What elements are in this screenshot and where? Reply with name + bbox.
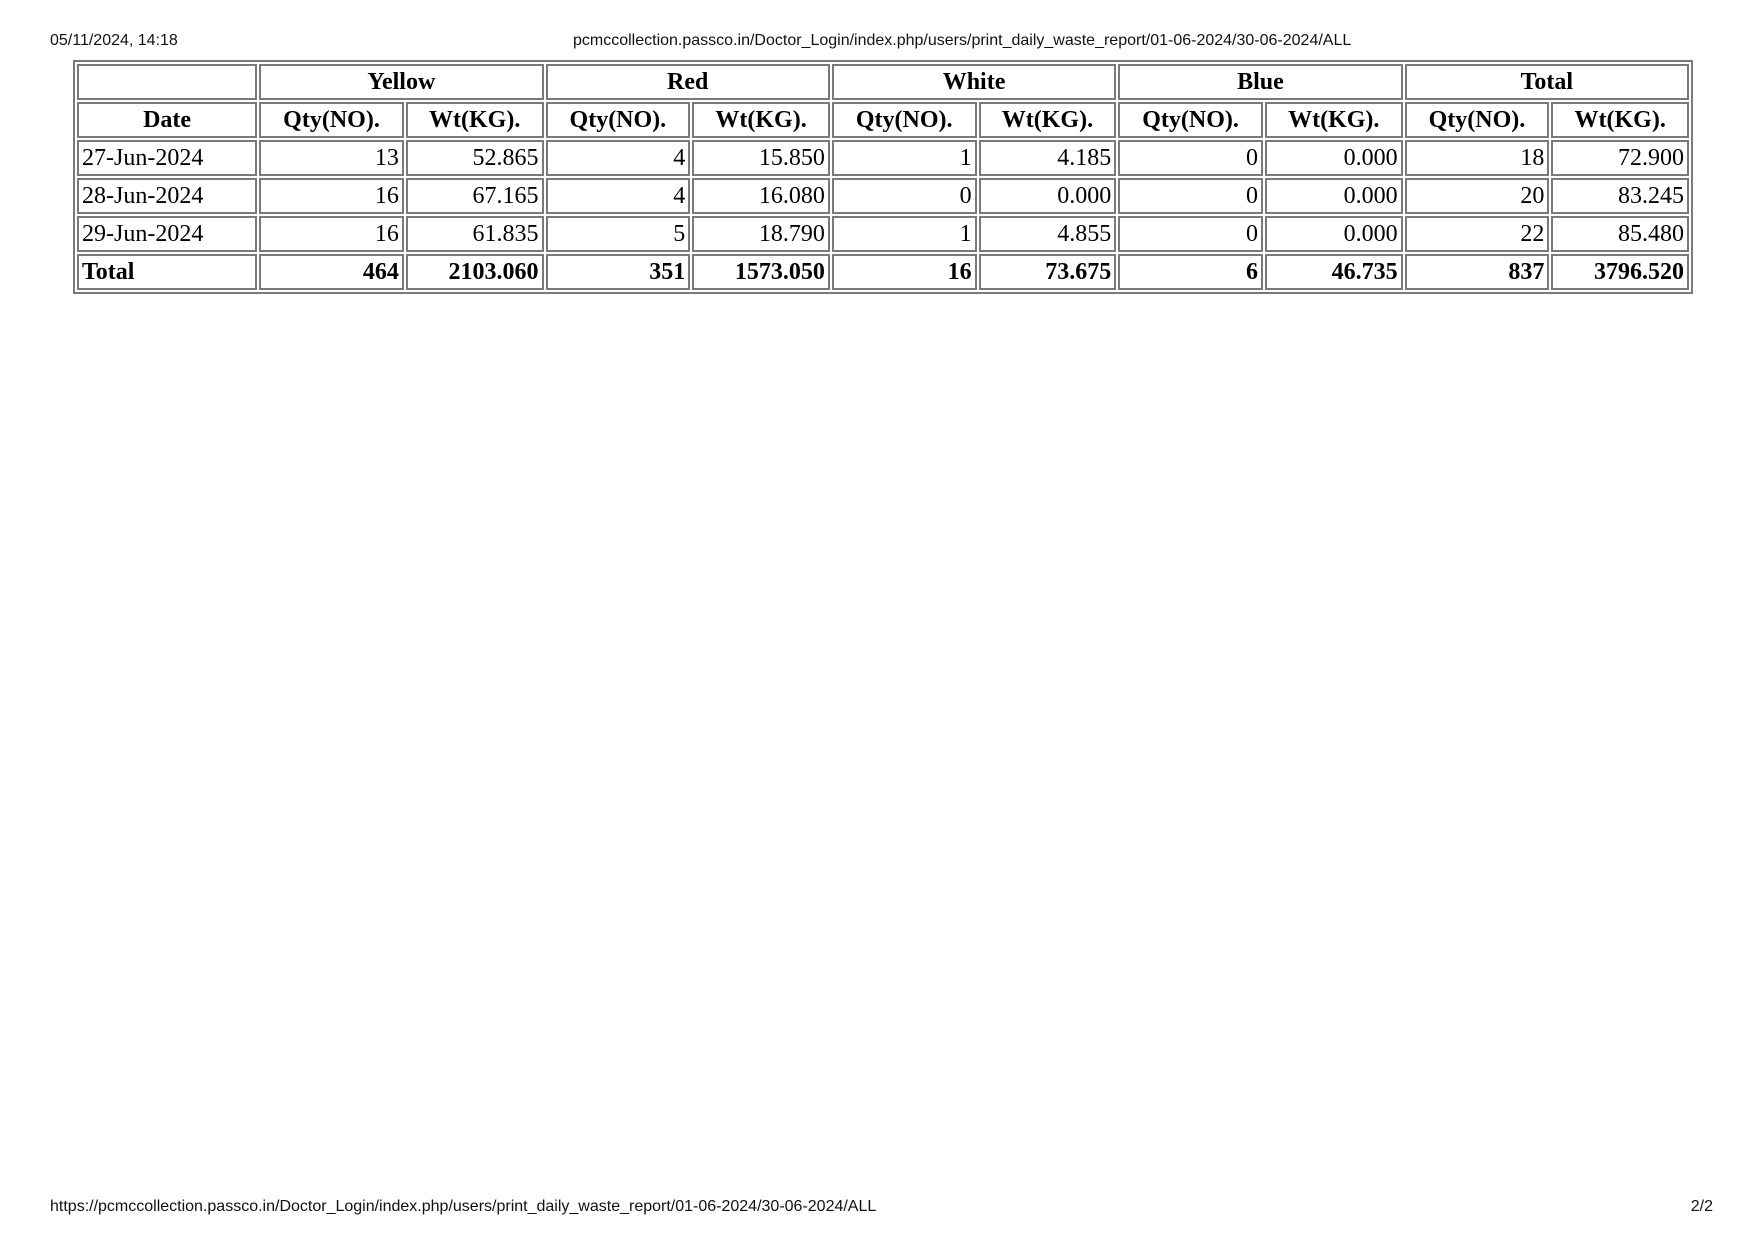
cell-yellow-qty: 13 xyxy=(259,140,404,176)
total-white-qty: 16 xyxy=(832,254,977,290)
cell-total-qty: 18 xyxy=(1405,140,1550,176)
cell-white-qty: 1 xyxy=(832,140,977,176)
cell-red-qty: 4 xyxy=(546,178,691,214)
row-date: 28-Jun-2024 xyxy=(77,178,257,214)
column-header-qty: Qty(NO). xyxy=(546,102,691,138)
column-header-wt: Wt(KG). xyxy=(979,102,1117,138)
cell-blue-qty: 0 xyxy=(1118,178,1263,214)
cell-blue-wt: 0.000 xyxy=(1265,178,1403,214)
total-label: Total xyxy=(77,254,257,290)
table-row xyxy=(77,140,1689,176)
cell-total-wt: 85.480 xyxy=(1551,216,1689,252)
cell-total-qty: 22 xyxy=(1405,216,1550,252)
column-header-row xyxy=(77,102,1689,138)
total-blue-wt: 46.735 xyxy=(1265,254,1403,290)
empty-corner-cell xyxy=(77,64,257,100)
row-date: 27-Jun-2024 xyxy=(77,140,257,176)
print-datetime: 05/11/2024, 14:18 xyxy=(50,32,178,49)
total-total-wt: 3796.520 xyxy=(1551,254,1689,290)
cell-total-wt: 72.900 xyxy=(1551,140,1689,176)
column-header-qty: Qty(NO). xyxy=(832,102,977,138)
column-header-qty: Qty(NO). xyxy=(1118,102,1263,138)
group-header-row xyxy=(77,64,1689,100)
cell-white-wt: 0.000 xyxy=(979,178,1117,214)
cell-red-wt: 15.850 xyxy=(692,140,830,176)
cell-blue-qty: 0 xyxy=(1118,140,1263,176)
group-header-white: White xyxy=(832,64,1116,100)
group-header-blue: Blue xyxy=(1118,64,1402,100)
column-header-wt: Wt(KG). xyxy=(406,102,544,138)
print-header xyxy=(0,32,1755,54)
column-header-date: Date xyxy=(77,102,257,138)
cell-blue-qty: 0 xyxy=(1118,216,1263,252)
total-blue-qty: 6 xyxy=(1118,254,1263,290)
group-header-yellow: Yellow xyxy=(259,64,543,100)
table-row xyxy=(77,216,1689,252)
daily-waste-report-table xyxy=(73,60,1693,294)
cell-white-qty: 0 xyxy=(832,178,977,214)
print-header-url: pcmccollection.passco.in/Doctor_Login/index.php/users/print_daily_waste_report/01-06-2024/30-06-2024/ALL xyxy=(573,32,1352,49)
print-footer xyxy=(0,1198,1755,1220)
cell-white-wt: 4.855 xyxy=(979,216,1117,252)
cell-red-qty: 4 xyxy=(546,140,691,176)
cell-red-wt: 16.080 xyxy=(692,178,830,214)
total-total-qty: 837 xyxy=(1405,254,1550,290)
group-header-red: Red xyxy=(546,64,830,100)
cell-blue-wt: 0.000 xyxy=(1265,216,1403,252)
column-header-wt: Wt(KG). xyxy=(1551,102,1689,138)
total-yellow-qty: 464 xyxy=(259,254,404,290)
page-number: 2/2 xyxy=(1690,1198,1713,1215)
row-date: 29-Jun-2024 xyxy=(77,216,257,252)
cell-white-wt: 4.185 xyxy=(979,140,1117,176)
cell-yellow-wt: 52.865 xyxy=(406,140,544,176)
column-header-wt: Wt(KG). xyxy=(1265,102,1403,138)
column-header-wt: Wt(KG). xyxy=(692,102,830,138)
group-header-total: Total xyxy=(1405,64,1689,100)
total-red-wt: 1573.050 xyxy=(692,254,830,290)
cell-total-wt: 83.245 xyxy=(1551,178,1689,214)
cell-white-qty: 1 xyxy=(832,216,977,252)
cell-yellow-qty: 16 xyxy=(259,178,404,214)
total-red-qty: 351 xyxy=(546,254,691,290)
cell-red-qty: 5 xyxy=(546,216,691,252)
total-yellow-wt: 2103.060 xyxy=(406,254,544,290)
table-row xyxy=(77,178,1689,214)
print-footer-url: https://pcmccollection.passco.in/Doctor_Login/index.php/users/print_daily_waste_report/01-06-2024/30-06-2024/ALL xyxy=(50,1198,877,1215)
cell-yellow-wt: 67.165 xyxy=(406,178,544,214)
total-row xyxy=(77,254,1689,290)
column-header-qty: Qty(NO). xyxy=(1405,102,1550,138)
cell-yellow-wt: 61.835 xyxy=(406,216,544,252)
cell-total-qty: 20 xyxy=(1405,178,1550,214)
column-header-qty: Qty(NO). xyxy=(259,102,404,138)
cell-yellow-qty: 16 xyxy=(259,216,404,252)
total-white-wt: 73.675 xyxy=(979,254,1117,290)
cell-blue-wt: 0.000 xyxy=(1265,140,1403,176)
cell-red-wt: 18.790 xyxy=(692,216,830,252)
